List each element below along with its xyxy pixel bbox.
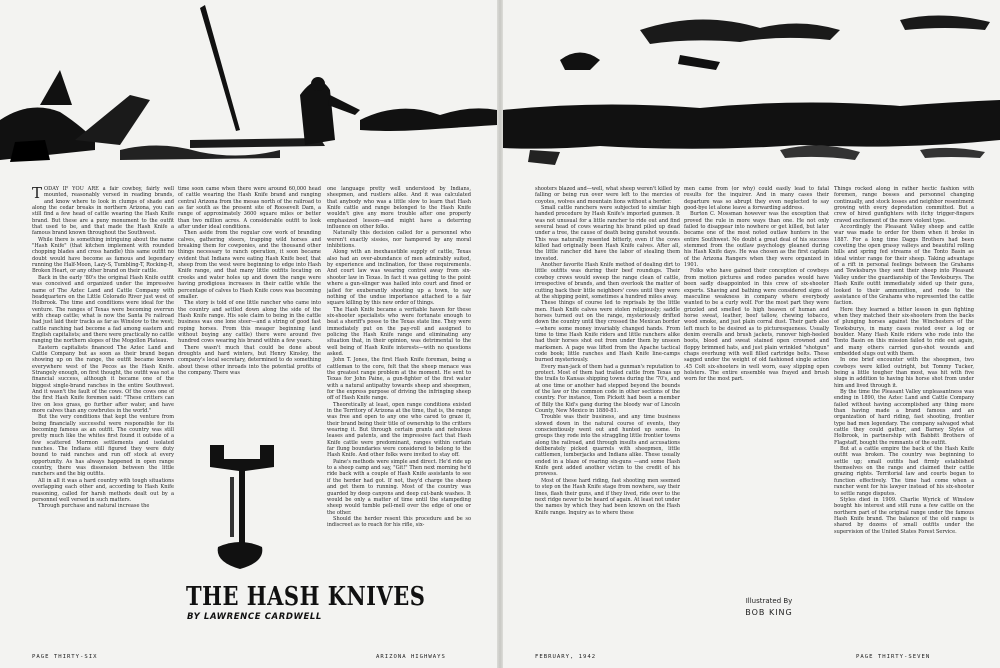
paragraph: There wasn't much that could be done about droughts and hard winters, but Henry Kinsley, the company's local secretary, determined to do something about these other inroads into the potential profits of the company. There was <box>178 344 321 376</box>
footer-magazine-name: ARIZONA HIGHWAYS <box>376 654 446 660</box>
paragraph: Another favorite Hash Knife method of dealing dirt to little outfits was during their beef roundups. Their cowboy crews would sweep the range clean of cattle, irrespective of brands, and then overlook the matter of cutting back their little neighbors' cows until they were at the shipping point, sometimes a hundred miles away. <box>535 262 680 300</box>
paragraph: Styles died in 1909. Charlie Wyrick of Winslow bought his interest and still runs a few cattle on the northern part of the original range under the famous Hash Knife brand. The balance of the old range is shared by dozens of small outfits under the supervision of the United States Forest Service. <box>834 496 974 535</box>
paragraph: Every man-jack of them had a gunman's reputation to protect. Most of them had trailed cattle from Texas up the trails to Kansas shipping towns during the '70's, and at one time or another had stepped beyond the bounds of the law or the common code in other sections of the country. For instance, Tom Pickett had been a member of Billy the Kid's gang during the bloody war of Lincoln County, New Mexico in 1880-81. <box>535 363 680 415</box>
paragraph: Eastern capitalists financed The Aztec Land and Cattle Company but as soon as their brand began showing up on the range, the outfit became known everywhere west of the Pecos as the Hash Knife. Strangely enough, on first thought, the outfit was not a financial success, although it became one of the biggest single-brand ranches in the entire Southwest. And it wasn't the fault of the cows. Of the cows one of the first Hash Knife foremen said: "These critters can live on less grass, go further after water, and have more calves than any cowbrutes in the world." <box>32 344 174 415</box>
paragraph: In one brief encounter with the sheepmen, two cowboys were killed outright, but Tommy Tucker, being a little tougher than most, was hit with five slugs in addition to having his horse shot from under him and lived through it. <box>834 357 974 389</box>
article-column-1 <box>32 186 174 648</box>
footer-issue-date: FEBRUARY, 1942 <box>535 654 597 660</box>
paragraph: Naturally this decision called for a personnel who weren't exactly sissies, nor hampered by any moral inhibitions. <box>327 230 471 250</box>
illustrator-label: Illustrated By <box>745 597 793 605</box>
paragraph: Here they learned a bitter lesson in gun fighting when they matched their six-shooters from the backs of plunging horses against the Winchesters of the Tewksburys, in many cases rested over a log or boulder. Many Hash Knife riders who rode into the Tonto Basin on this mission failed to ride out again, and many others carried gun-shot wounds and embedded slugs out with them. <box>834 306 974 357</box>
paragraph: Theoretically at least, open range conditions existed in the Territory of Arizona at the time, that is, the range was free and open to any one who cared to graze it, their brand being their title of ownership to the critters wearing it. But through certain grants and nebulous leases and patents, and the impressive fact that Hash Knife cattle were predominant, ranges within certain far flung boundaries were considered to belong to the Hash Knife. And other folks were invited to stay off. <box>327 401 471 459</box>
article-column-3 <box>327 186 471 648</box>
paragraph: These things of course led to reprisals by the little men. Hash Knife calves were stolen religiously; saddle horses turned out on the range, mysteriously drifted down the country until they crossed the Mexican border—where some money invariably changed hands. From time to time Hash Knife riders and little ranchers alike had their horses shot out from under them by unseen marksmen. A page was lifted from the Apache tactical code book; little ranches and Hash Knife line-camps burned mysteriously. <box>535 300 680 364</box>
paragraph: Accordingly the Pleasant Valley sheep and cattle war was made to order for them when it broke in 1887. For a long time Daggs Brothers had been coveting the open grassy valleys and beautiful rolling hills and spring fed streams of the Tonto Basin as ideal winter range for their sheep. Taking advantage of a rift in personal feelings between the Grahams and Tewksburys they sent their sheep into Pleasant Valley under the guardianship of the Tewksburys. The Hash Knife outfit immediately sided up their guns, looked to their ammunition, and rode to the assistance of the Grahams who represented the cattle faction. <box>834 224 974 307</box>
paragraph: men came from (or why) could easily lead to fatal results for the inquirer. And in many cases their departure was so abrupt they even neglected to say good-bye let alone leave a forwarding address. <box>684 186 829 212</box>
paragraph-text: ODAY IF YOU ARE a fair cowboy, fairly well mounted, reasonably versed in reading brands, and know where to look in clumps of shade and along the cedar breaks in northern Arizona, you can still find a few head of cattle wearing the Hash Knife brand. But these are a puny monument to the outfit that used to be, and that made the Hash Knife a famous brand known throughout the Southwest. <box>32 186 174 237</box>
article-title: THE HASH KNIVES <box>186 580 426 612</box>
paragraph: Should the herder resent this procedure and be so indiscreet as to reach for his rifle, six- <box>327 515 471 529</box>
hash-knife-illustration <box>200 437 280 577</box>
paragraph: Then aside from the regular cow work of branding calves, gathering steers, trapping wild horses and breaking them for cowponies, and the thousand other things necessary to ranch operation, it soon became evident that Indians were eating Hash Knife beef, that sheep from the west were beginning to edge into Hash Knife range, and that many little outfits locating on creeks and water holes up and down the range were having prodigious increases in their cattle while the percentage of calves to Hash Knife cows was becoming smaller. <box>178 230 321 300</box>
illustrator-credit <box>739 596 799 618</box>
western-landscape-illustration <box>0 0 1000 180</box>
paragraph: While there is something intriguing about the name "Hash Knife" (that kitchen implement with rounded chopping blades and cross handle) this same outfit no doubt would have become as famous and legendary running the Half-Moon, Lazy-S, Tumbling-T, Rocking-R, Broken Heart, or any other brand on their cattle. <box>32 236 174 275</box>
paragraph: John T. Jones, the first Hash Knife foreman, being a cattleman to the core, felt that the sheep menace was the greatest range problem at the moment. He sent to Texas for John Paine, a gun-fighter of the first water with a natural antipathy towards sheep and sheepmen, for the express purpose of driving the infringing sheep off of Hash Knife range. <box>327 357 471 402</box>
paragraph: shooters blazed and—well, what sheep weren't killed by falling or being run over were left to the mercies of coyotes, wolves and mountain lions without a herder. <box>535 186 680 205</box>
drop-cap: T <box>32 186 43 202</box>
paragraph: Through purchase and natural increase the <box>38 503 150 510</box>
paragraph: The story is told of one little rancher who came into the country and settled down along the side of the Hash Knife range. His sole claim to being in the cattle business was one lone steer—and a string of good fast roping horses. From this meager beginning (and without buying any cattle) there were around five hundred cows wearing his brand within a few years. <box>178 300 321 345</box>
paragraph: Trouble was their business, and any time business slowed down in the natural course of events, they conscientiously went out and hunted up some. In groups they rode into the straggling little frontier towns along the railroad, and through insults and accusations deliberately picked quarrels with sheepmen, little cattlemen, lumberjacks and Indians alike. These usually ended in a blaze of roaring six-guns —and some Hash Knife gent added another victim to the credit of his prowess. <box>535 414 680 478</box>
article-column-2 <box>178 186 321 398</box>
paragraph <box>32 186 174 237</box>
footer-left-page-number: PAGE THIRTY-SIX <box>32 654 98 660</box>
paragraph: time soon came when there were around 60,000 head of cattle wearing the Hash Knife brand and ranging central Arizona from the mesas north of the railroad to as far south as the present site of Roosevelt Dam, a range of approximately 3600 square miles or better than two million acres. A considerable outfit to look after under ideal conditions. <box>178 186 321 231</box>
paragraph: Along with an inexhaustible supply of cattle, Texas also had an over-abundance of men admirably suited, by experience and inclination, for these requirements. And court law was wearing control away from six-shooter law in Texas. In fact it was getting to the point where a gun-slinger was hailed into court and fined or jailed for exuberantly shooting up a town, to say nothing of the undue importance attached to a fair square killing by this new order of things. <box>327 249 471 307</box>
paragraph: Things rocked along in rather hectic fashion with foremen, range bosses and personnel changing continually, and stock losses and neighbor resentment growing with every depredation committed. But a crew of hired gunfighters with itchy trigger-fingers craved excitement of the more violent type. <box>834 186 974 224</box>
paragraph: one language pretty well understood by Indians, sheepmen, and rustlers alike. And it was calculated that anybody who was a little slow to learn that Hash Knife cattle and range belonged to the Hash Knife wouldn't give any more trouble after one properly emphasized lesson—and might have a deterring influence on other folks. <box>327 186 471 231</box>
illustrator-name: BOB KING <box>745 608 793 617</box>
paragraph: Burton C. Mossman however was the exception that proved the rule in more ways than one. He not only failed to disappear into nowhere or get killed, but later became one of the most noted outlaw hunters in the entire Southwest. No doubt a great deal of his success stemmed from the outlaw psychology gleaned during his Hash Knife days. He was chosen as the first captain of the Arizona Rangers when they were organized in 1901. <box>684 211 829 269</box>
paragraph: Paine's methods were simple and direct. He'd ride up to a sheep camp and say, "Git!" Then next morning he'd ride back with a couple of Hash Knife assistants to see if the herder had got. If not, they'd charge the sheep and get them to running. Most of the country was guarded by deep canyons and deep cut-bank washes. It would be only a matter of time until the stampeding sheep would tumble pell-mell over the edge of one or the other. <box>327 458 471 516</box>
paragraph: By the time the Pleasant Valley unpleasantness was ending in 1890, the Aztec Land and Cattle Company failed without having accomplished any thing more than having made a brand famous and an organization of hard riding, fast shooting, frontier type bad men legendary. The company salvaged what cattle they could gather, and Barney Styles of Holbrook, in partnership with Babbitt Brothers of Flagstaff, bought the remnants of the outfit. <box>834 389 974 446</box>
paragraph: Most of these hard riding, fast shooting men seemed to step on the Hash Knife stage from nowhere, say their lines, flash their guns, and if they lived, ride over to the next ridge never to be heard of again. At least not under the names by which they had been known on the Hash Knife range. Inquiry as to where these <box>535 477 680 516</box>
paragraph: Small cattle ranchers were subjected to similar high handed procedure by Hash Knife's imported gunmen. It was not unusual for a little rancher to ride out and find several head of cows wearing his brand piled up dead under a tree, the cause of death being gunshot wounds. This was naturally resented bitterly, even if the cows killed had originally been Hash Knife calves. After all, the little rancher did have the labor of stealing them invested. <box>535 205 680 262</box>
paragraph: Back in the early '80's the original Hash Knife outfit was conceived and organized under the impressive name of The Aztec Land and Cattle Company with headquarters on the Little Colorado River just west of Holbrook. The time and conditions were ideal for the venture. The ranges of Texas were becoming overrun with cheap cattle; what is now the Santa Fe railroad had just laid their tracks as far as Winslow to the west; cattle ranching had become a fad among eastern and English capitalists; and there were practically no cattle ranging the northern slopes of the Mogollon Plateau. <box>32 274 174 345</box>
paragraph: The Hash Knife became a veritable haven for these six-shooter specialists who were fortunate enough to beat a sheriff's posse to the Texas state line. They were immediately put on the pay-roll and assigned to policing the Hash Knife range and eliminating any situation that, in their opinion, was detrimental to the well being of Hash Knife interests—with no questions asked. <box>327 306 471 357</box>
footer-right-page-number: PAGE THIRTY-SEVEN <box>856 654 931 660</box>
paragraph: All in all it was a hard country with tough situations overlapping each other and, according to Hash Knife reasoning, called for harsh methods dealt out by a personnel well versed in such matters. <box>32 477 174 503</box>
paragraph: But the very conditions that kept the venture from being financially successful were responsible for its becoming famous as an outfit. The country was still pretty much like the whites first found it outside of a few scattered Mormon settlements and isolated ranches. The Indians still figured they were duty bound to raid ranches and run off stock at every opportunity. As has always happened in open range country, there was dissension between the little ranchers and the big outfits. <box>32 414 174 478</box>
paragraph: But at a cattle empire the back of the Hash Knife outfit was broken. The country was beginning to settle up; small outfits had firmly established themselves on the range and claimed their cattle grazing rights. Territorial law and courts began to function effectively. The time had come when a rancher went for his lawyer instead of his six-shooter to settle range disputes. <box>834 446 974 497</box>
paragraph: Folks who have gained their conception of cowboys from motion pictures and rodeo parades would have been sadly disappointed in this crew of six-shooter experts. Shaving and bathing were considered signs of masculine weakness in company where everybody wanted to be a curly wolf. For the most part they were grizzled and smelled to high heaven of human and horse sweat, leather, beef tallow, chewing tobacco, wood smoke, and just plain corral dust. Their garb also left much to be desired as to picturesqueness. Usually denim overalls and brush jackets, runover high-heeled boots, blood and sweat stained open crowned and floppy brimmed hats, and just plain wrinkled "shotgun" chaps overhung with well filled cartridge belts. These sagged under the weight of old fashioned single action .45 Colt six-shooters in well worn, easy slipping open holsters. The entire ensemble was frayed and brush worn for the most part. <box>684 268 829 383</box>
article-byline: BY LAWRENCE CARDWELL <box>187 612 322 622</box>
article-column-4 <box>535 186 680 648</box>
article-column-5 <box>684 186 829 586</box>
article-column-6 <box>834 186 974 648</box>
